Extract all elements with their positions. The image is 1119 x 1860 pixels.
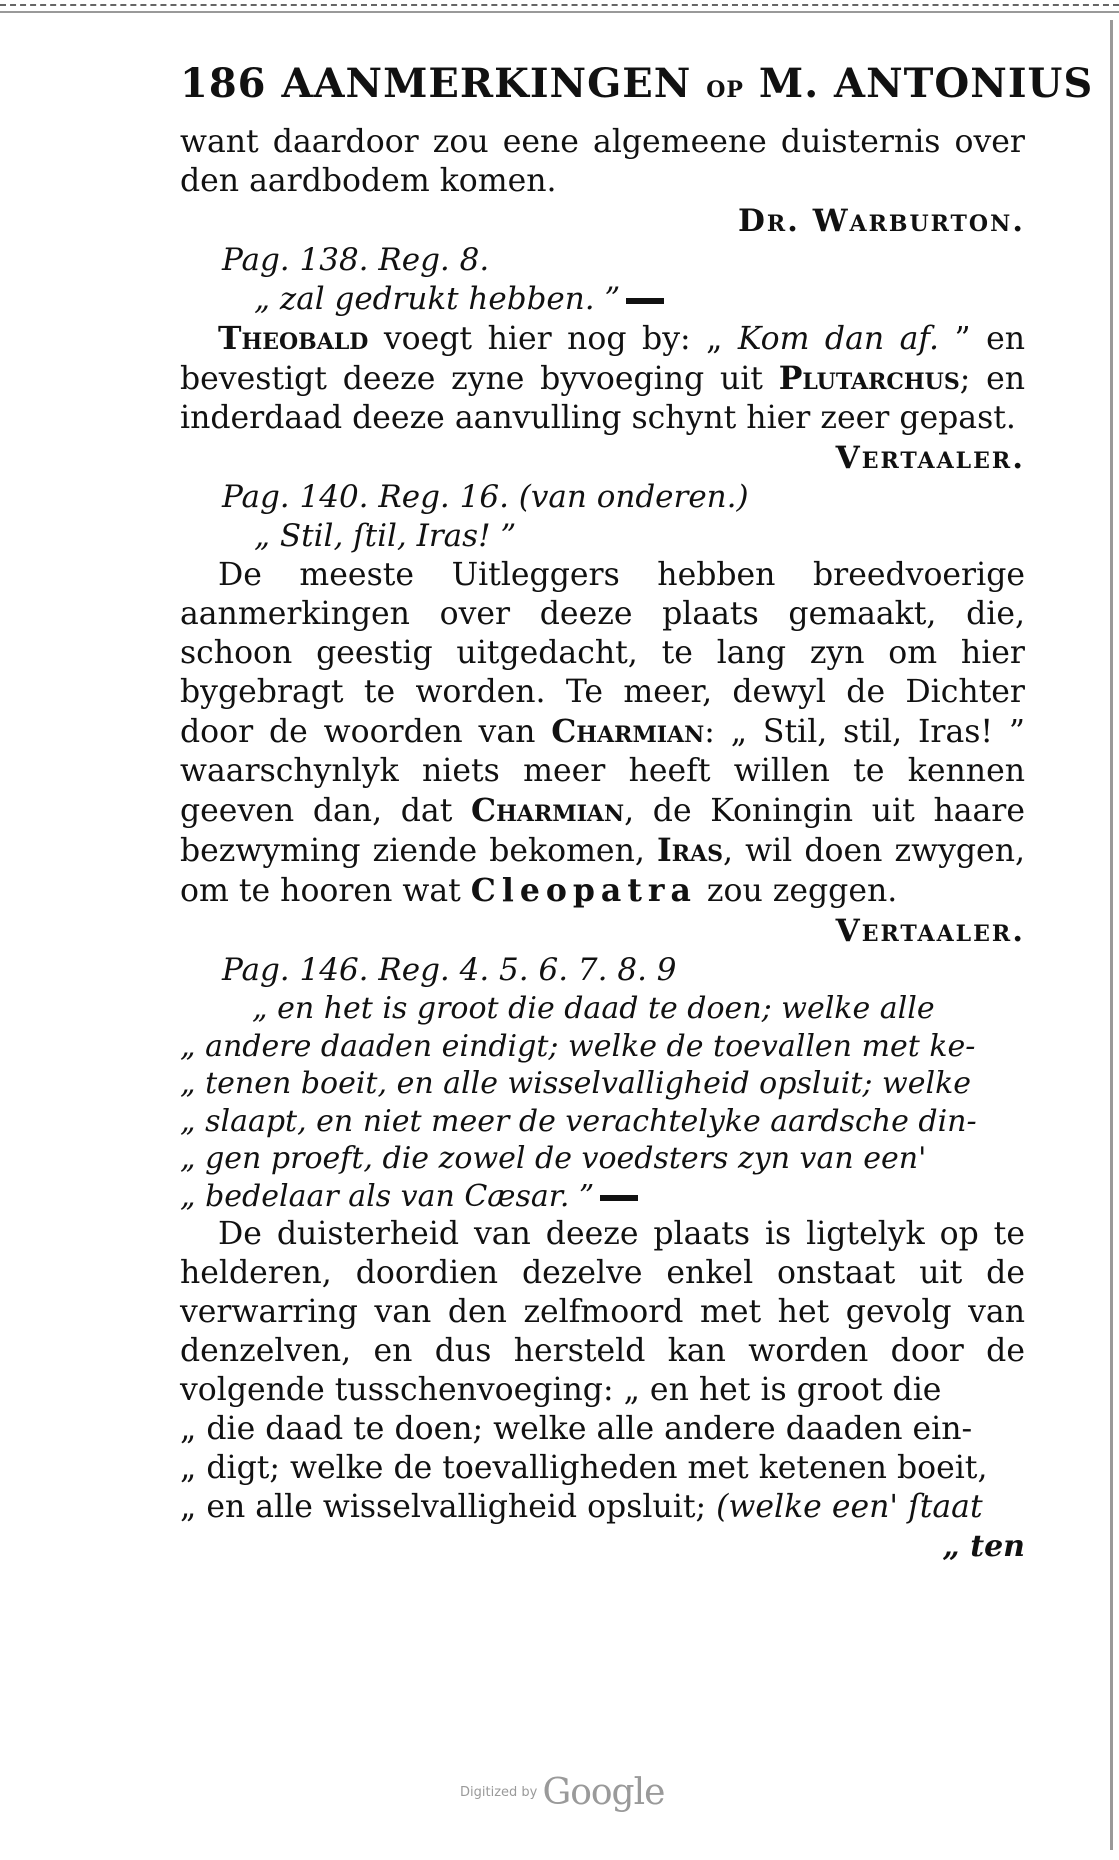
quote-line: „ slaapt, en niet meer de verachtelyke aardsche din- <box>180 1103 977 1139</box>
reference-line: Reg. 8. <box>378 242 490 278</box>
text-run: voegt hier nog by: „ <box>368 321 738 357</box>
header-title-pre: AANMERKINGEN <box>281 60 692 107</box>
page-number: 186 <box>180 60 267 107</box>
reference-140 <box>180 478 1025 517</box>
reference-line: Reg. 4. 5. 6. 7. 8. 9 <box>378 952 677 988</box>
text-run: ; en inderdaad deeze aanvulling schynt hier zeer gepast. <box>180 361 1026 436</box>
name-cleopatra: Cleopatra <box>470 872 697 909</box>
catchword: „ ten <box>942 1529 1025 1564</box>
text-run: „ en alle wisselvalligheid opsluit; <box>180 1489 717 1525</box>
paragraph-line <box>180 1488 1025 1527</box>
name-theobald: Theobald <box>218 320 369 357</box>
digitized-by-google-watermark <box>460 1772 700 1813</box>
reference-line: Reg. 16. (van onderen.) <box>378 479 749 515</box>
name-iras: Iras <box>657 832 723 869</box>
reference-146 <box>180 951 1025 990</box>
text-run: zou zeggen. <box>696 873 898 909</box>
book-page <box>180 60 1094 1567</box>
text-run: , de Koningin uit haare bezwyming ziende bekomen, <box>180 793 1026 869</box>
quote-line <box>180 1178 1025 1216</box>
google-logo: Google <box>542 1772 665 1813</box>
paragraph-uitleggers <box>180 556 1025 911</box>
quote-text: „ bedelaar als van Cæsar. ” <box>180 1178 595 1214</box>
header-title-post: M. ANTONIUS <box>758 60 1094 107</box>
quoted-phrase: Kom dan af. <box>737 321 939 357</box>
reference-label: Pag. 140. <box>222 479 369 515</box>
quote-block-146 <box>180 990 1025 1215</box>
signature-vertaaler-1: Vertaaler. <box>835 440 1025 476</box>
signature-warburton: Dr. Warburton. <box>737 203 1025 239</box>
paragraph-continuation: want daardoor zou eene algemeene duisternis over den aardbodem komen. <box>180 124 1025 199</box>
reference-label: Pag. 146. <box>222 952 369 988</box>
dash-mark <box>626 298 664 304</box>
quote-140: „ Stil, ſtil, Iras! ” <box>254 518 517 554</box>
quote-138 <box>180 280 1025 319</box>
reference-138 <box>180 241 1025 280</box>
text-run: : „ Stil, stil, Iras! ” waarschynlyk niets meer heeft willen te kennen geeven dan, dat <box>180 714 1026 829</box>
text-run: , wil doen zwygen, om te hooren wat <box>180 833 1025 909</box>
top-edge-rule <box>0 4 1119 13</box>
italic-run: (welke een' ſtaat <box>716 1489 983 1525</box>
name-charmian: Charmian <box>551 713 705 750</box>
quote-line: „ en het is groot die daad te doen; welke alle <box>252 991 935 1026</box>
paragraph-line: „ die daad te doen; welke alle andere daaden ein- <box>180 1411 973 1447</box>
quote-text: „ zal gedrukt hebben. ” <box>254 281 621 317</box>
reference-label: Pag. 138. <box>222 242 369 278</box>
paragraph-line: „ digt; welke de toevalligheden met ketenen boeit, <box>180 1450 988 1486</box>
text-run: ” en bevestigt deeze zyne byvoeging uit <box>180 321 1026 397</box>
signature-vertaaler-2: Vertaaler. <box>835 913 1025 949</box>
text-run: De meeste Uitleggers hebben breedvoerige aanmerkingen over deeze plaats gemaakt, die, schoon geestig uitgedacht, te lang zyn om hier bygebragt te worden. Te meer, dewyl de Dichter door de woorden van <box>180 557 1025 750</box>
digitized-by-label: Digitized by <box>460 1785 538 1800</box>
paragraph-duisterheid: De duisterheid van deeze plaats is ligtelyk op te helderen, doordien dezelve enkel onstaat uit de verwarring van den zelfmoord met het gevolg van denzelven, en dus hersteld kan worden door de volgende tusschenvoeging: „ en het is groot die <box>180 1216 1025 1408</box>
name-plutarchus: Plutarchus <box>778 360 960 397</box>
name-charmian: Charmian <box>471 792 625 829</box>
quote-line: „ gen proeft, die zowel de voedsters zyn van een' <box>180 1141 927 1176</box>
paragraph-theobald <box>180 319 1025 438</box>
quote-line: „ andere daaden eindigt; welke de toevallen met ke- <box>180 1028 976 1064</box>
dash-mark <box>600 1195 638 1201</box>
header-title-op: OP <box>706 77 744 103</box>
quote-line: „ tenen boeit, en alle wisselvalligheid opsluit; welke <box>180 1066 972 1101</box>
running-header <box>180 60 1094 107</box>
page-spine-edge <box>1104 20 1113 1850</box>
